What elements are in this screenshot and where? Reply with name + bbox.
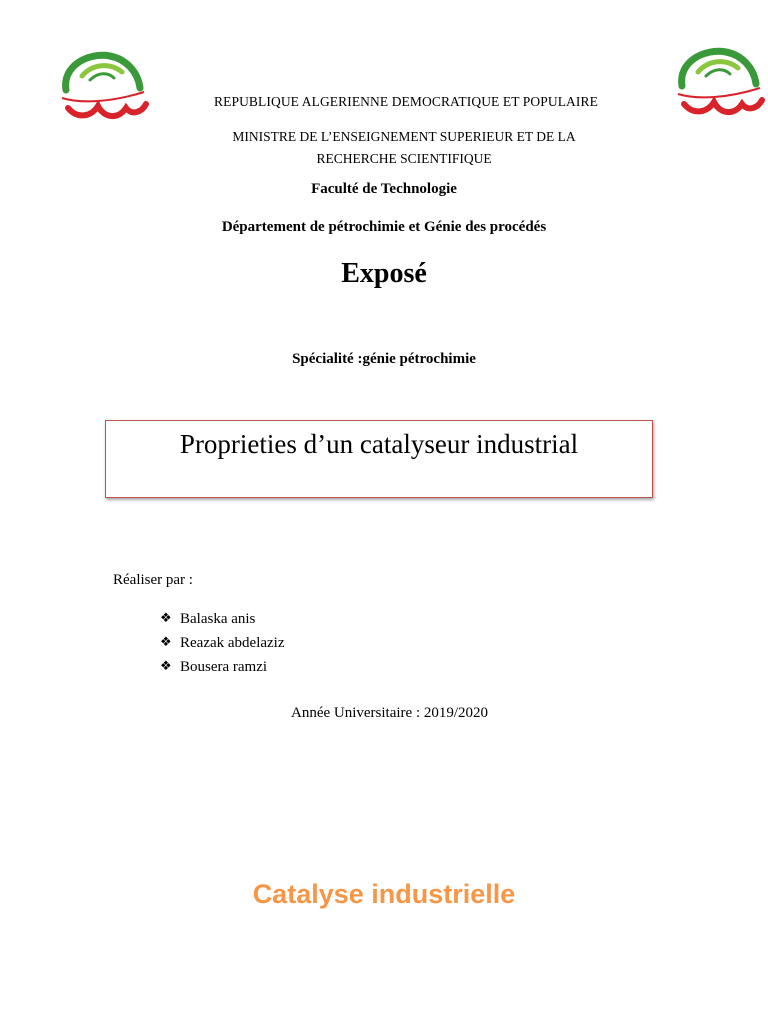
ministre-heading	[20, 126, 768, 170]
diamond-bullet-icon: ❖	[160, 611, 172, 626]
diamond-bullet-icon: ❖	[160, 635, 172, 650]
authors-list	[160, 607, 285, 679]
university-logo-icon	[668, 42, 768, 128]
departement-heading: Département de pétrochimie et Génie des procédés	[221, 219, 547, 235]
authors-label: Réaliser par :	[113, 572, 193, 588]
ministre-line-1: MINISTRE DE L’ENSEIGNEMENT SUPERIEUR ET DE LA	[232, 129, 576, 144]
academic-year: Année Universitaire : 2019/2020	[291, 705, 489, 721]
footer-title: Catalyse industrielle	[252, 879, 516, 909]
diamond-bullet-icon: ❖	[160, 659, 172, 674]
author-name: Reazak abdelaziz	[180, 635, 285, 651]
specialite-label: Spécialité :génie pétrochimie	[292, 351, 476, 367]
author-name: Balaska anis	[180, 611, 256, 627]
document-type-title: Exposé	[341, 258, 427, 289]
document-title: Proprieties d’un catalyseur industrial	[179, 429, 579, 459]
university-logo-right	[668, 42, 768, 128]
republique-heading: REPUBLIQUE ALGERIENNE DEMOCRATIQUE ET POPULAIRE	[214, 94, 598, 109]
list-item	[160, 631, 285, 655]
list-item	[160, 607, 285, 631]
university-logo-icon	[52, 46, 152, 132]
ministre-line-2: RECHERCHE SCIENTIFIQUE	[316, 151, 492, 166]
university-logo-left	[52, 46, 152, 132]
title-box	[105, 420, 653, 498]
author-name: Bousera ramzi	[180, 659, 268, 675]
faculte-heading: Faculté de Technologie	[311, 181, 457, 197]
list-item	[160, 655, 285, 679]
